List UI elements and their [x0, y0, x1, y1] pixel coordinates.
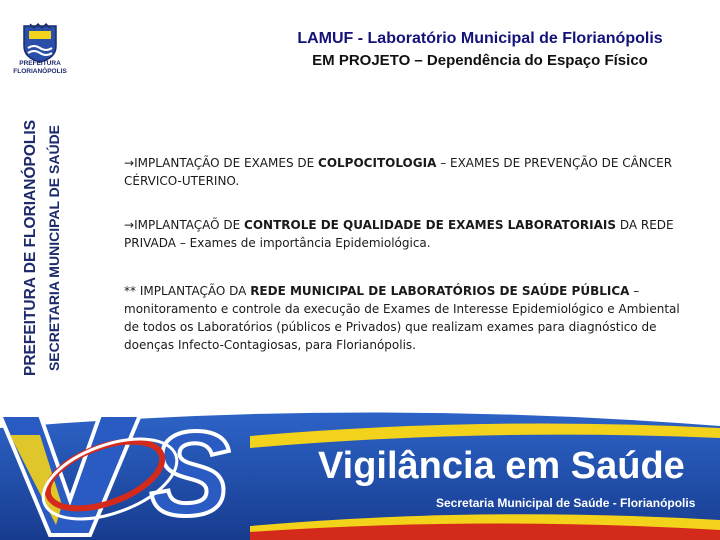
city-crest-icon: [20, 22, 60, 64]
vertical-heading: [14, 108, 66, 388]
slide-subtitle: EM PROJETO – Dependência do Espaço Físico: [312, 52, 648, 69]
vs-letter-s: S: [150, 407, 231, 540]
item1-bold: COLPOCITOLOGIA: [318, 156, 437, 170]
vs-logo-icon: [0, 405, 280, 540]
vertical-heading-line2: SECRETARIA MUNICIPAL DE SAÚDE: [46, 124, 62, 372]
item3-bold: REDE MUNICIPAL DE LABORATÓRIOS DE SAÚDE PÚBLICA: [250, 284, 630, 298]
crest-label: [6, 60, 74, 76]
left-sidebar: [0, 0, 78, 410]
item2-prefix: IMPLANTAÇAÕ DE: [134, 218, 245, 232]
item1-rest: – EXAMES DE PREVENÇÃO DE CÂNCER CÉRVICO-UTERINO.: [124, 156, 673, 188]
slide-body: [124, 154, 684, 380]
footer-subtitle: Secretaria Municipal de Saúde - Florianópolis: [436, 496, 696, 510]
item3-prefix: ** IMPLANTAÇÃO DA: [124, 284, 251, 298]
item2-rest: DA REDE PRIVADA – Exames de importância Epidemiológica.: [124, 218, 674, 250]
slide-header: [260, 30, 700, 69]
item-colpocitologia: [124, 154, 684, 190]
slide-title: LAMUF - Laboratório Municipal de Florianópolis: [297, 30, 663, 47]
footer-title: Vigilância em Saúde: [318, 445, 685, 487]
arrow-icon: →: [124, 218, 135, 232]
item1-prefix: IMPLANTAÇÃO DE EXAMES DE: [134, 156, 319, 170]
arrow-icon: →: [124, 156, 135, 170]
crest-label-line2: FLORIANÓPOLIS: [13, 68, 67, 75]
item3-rest: – monitoramento e controle da execução de Exames de Interesse Epidemiológico e Ambiental de todos os Laboratórios (públicos e Privados) que realizam exames para diagnóstico de doenças Infecto-Contagiosas, para Florianópolis.: [124, 284, 680, 352]
item-controle-qualidade: [124, 216, 684, 252]
crest-label-line1: PREFEITURA: [19, 60, 61, 67]
item-rede-municipal: [124, 282, 684, 354]
item2-bold: CONTROLE DE QUALIDADE DE EXAMES LABORATORIAIS: [244, 218, 617, 232]
vertical-heading-line1: PREFEITURA DE FLORIANÓPOLIS: [22, 119, 39, 377]
